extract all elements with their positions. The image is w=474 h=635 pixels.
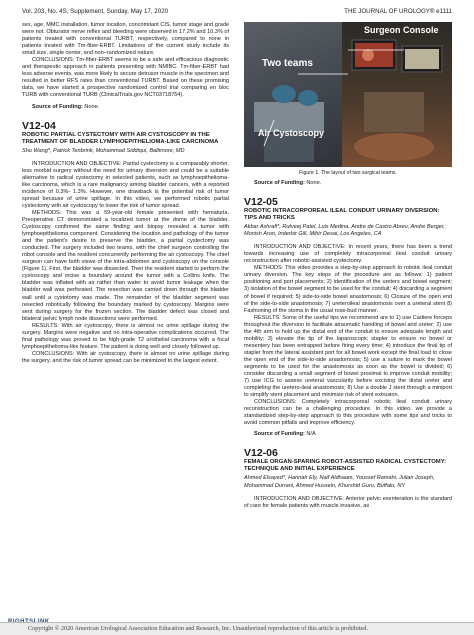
- label-surgeon-console: Surgeon Console: [364, 25, 439, 35]
- label-air-cystoscopy: Air Cystoscopy: [258, 128, 325, 138]
- abstract-paragraph: INTRODUCTION AND OBJECTIVE: Anterior pelvic exenteration is the standard of care for female patients with muscle invasive, as: [244, 495, 452, 509]
- journal-issue-info: Vol. 203, No. 4S, Supplement, Sunday, May 17, 2020: [22, 8, 169, 15]
- figure-illustration: [244, 22, 452, 167]
- abstract-paragraph: METHODS: This video provides a step-by-step approach to robotic ileal conduit urinary diversion. The key steps of the procedure are as follows: 1) patient positioning and port placements; 2) identification of the ureters and bowel segment; 3) isolation of the bowel segment to be used for the conduit; 4) discarding a segment of bowel if required; 5) side-to-side bowel anastomosis; 6) Closure of the open end of the side-to-side anastomosis; 7) ureteroileal anastomosis over a ureteral stent 8) Fashioning of the stoma in the usual rose-bud manner.: [244, 265, 452, 314]
- funding-label: Source of Funding:: [32, 103, 83, 110]
- abstract-paragraph: INTRODUCTION AND OBJECTIVE: Partial cystectomy is a comparably shorter, less morbid surgery without the need for urinary diversion and could be a suitable alternative to radical cystectomy in selected patients, such as lymphoepithelioma-like carcinoma, which is a rare malignancy among bladder cancers, with a reported incidence of 0.3%- 1.3%. However, one drawback is the potential risk of tumor spread because of urine spillage. In this video, we performed robotic partial cystectomy with air cystoscopy to lower the risk of tumor spread.: [22, 160, 229, 209]
- abstract-title: ROBOTIC INTRACORPOREAL ILEAL CONDUIT URINARY DIVERSION: TIPS AND TRICKS: [244, 208, 440, 222]
- funding-value: None.: [306, 180, 322, 187]
- abstract-paragraph: CONCLUSIONS: With air cystoscopy, there is almost no urine spillage during the surgery, and the risk of tumor spread can be minimized to the largest extent.: [22, 350, 229, 364]
- abstract-paragraph: RESULTS: With air cystoscopy, there is almost no urine spillage during the surgery. Margins were negative and no intra-operative complications occurred. The final pathology was proved to be high-grade T2 urothelial carcinoma with a focal lymphoepithelioma-like feature. The patient is doing well and closely followed up.: [22, 322, 229, 350]
- abstract-id: V12-05: [244, 196, 278, 209]
- conclusions-paragraph: CONCLUSIONS: Tm-fiber-ERBT seems to be a safe and efficacious diagnostic and therapeutic approach in patients presenting with NMIBC. Tm-fiber-ERBT had less adverse events, was more likely to secure detrusor muscle in the specimen and resulted in better RFS rates than conventional TURBT. Based on these promising data, we have started a prospective randomized control trial comparing en bloc TURB with conventional TURB (ClinicalTrials.gov NCT03718754).: [22, 57, 229, 99]
- right-column: [244, 22, 452, 510]
- copyright-notice: Copyright © 2020 American Urological Association Education and Research, Inc. Unauthorized reproduction of this article is prohibited.: [28, 625, 368, 632]
- abstract-id: V12-04: [22, 119, 56, 132]
- left-column: [22, 22, 229, 365]
- abstract-authors: Shu Wang*, Patrick Tenbrink, Mohammad Siddiqui, Baltimore, MD: [22, 147, 185, 154]
- running-header: [22, 8, 452, 20]
- funding-value: N/A: [306, 431, 316, 438]
- figure-caption: Figure 1. The layout of two surgical teams.: [299, 170, 397, 176]
- funding-line: [244, 180, 452, 187]
- abstract-paragraph: METHODS: This was a 59-year-old female presented with hematuria. Preoperative CT demonstrated a localized tumor at the dome of the bladder. Cystoscopy confirmed the same finding and biopsy revealed a tumor with lymphoepithelioma component. Considering the location and pathology of the tumor and the patient's desire to preserve the bladder, a partial cystectomy was conducted. The surgery included two teams, with the chief surgeon controlling the robot console and the resident concurrently performing the air cystoscopy. The chief surgeon can have both views of the intra-abdomen and cystoscopy on the console (Figure 1). First, the bladder was dissected. Then the resident started to perform the cystoscopy and incise a boundary around the tumor with a Collins knife. The bladder was inflated with air rather than water to avoid tumor leakage when the bladder wall was perforated. The resection was carried down through the bladder wall until a cystotomy was made. The remainder of the bladder segment was resected robotically following the boundary marked by cystoscopy. Margins were sent during surgery for the frozen section. The bladder defect was closed and bilateral pelvic lymph node dissections were performed.: [22, 209, 229, 322]
- funding-label: Source of Funding:: [254, 180, 305, 187]
- funding-value: None.: [84, 103, 100, 110]
- continued-paragraph: sex, age, MMC installation, tumor location, concomitant CIS, tumor stage and grade were not. Obturator nerve reflex and bleeding were observed in 17.2% and 10.3% of patients treated with conventional TURBT, respectively, compared to none in patients treated with Tm-fiber-ERBT. Limitations of the current study include its small size, single center, and non–randomized nature.: [22, 22, 229, 57]
- abstract-paragraph: RESULTS: Some of the useful tips we recommend are to 1) use Cadiere forceps throughout the diversion to facilitate atraumatic handling of bowel and ureter; 2) use the 4th arm to hold up the distal end of the conduit to ensure adequate length and mobility; 3) elevate the tip of the laparoscopic stapler to ensure no bowel or mesentery has been entrapped before firing every time; 4) introduce the final tip of stapler from the lateral assistant port for all bowel work except the final load to close the open end of the side-to-side anastomosis; 5) use a suture to mark the bowel segments to be used for the anastomosis as soon as the bowel is divided; 6) consider discarding a small segment of bowel proximal to improve conduit mobility; 7) use ICG to assess ureteral vascularity before excising the distal ureter and completing the uretero-ileal anastomosis; 8) Use a double J stent through a miniport to simplify stent placement and minimize risk of stent extrusion.: [244, 314, 452, 399]
- funding-line: [22, 104, 229, 111]
- abstract-title: FEMALE ORGAN-SPARING ROBOT-ASSISTED RADICAL CYSTECTOMY: TECHNIQUE AND INITIAL EXPERIENCE: [244, 459, 447, 473]
- figure-surgical-teams-photo: [244, 22, 452, 167]
- abstract-id: V12-06: [244, 447, 278, 460]
- abstract-title: ROBOTIC PARTIAL CYSTECTOMY WITH AIR CYSTOSCOPY IN THE TREATMENT OF BLADDER LYMPHOEPITHELIOMA-LIKE CARCINOMA: [22, 131, 219, 145]
- journal-name-page: THE JOURNAL OF UROLOGY® e1111: [344, 8, 452, 15]
- abstract-authors: Akbar Ashrafi*, Rutveej Patel, Luis Medina, Andre de Castro Abreu, Andre Berger, Monish Aron, Inderbir Gill, Mihir Desai, Los Angeles, CA: [244, 224, 445, 238]
- copyright-footer: [0, 622, 474, 635]
- funding-line: [244, 431, 452, 438]
- abstract-authors: Ahmed Elsayed*, Hannah Ely, Naif Aldhaam, Youssef Ramahi, Julian Joseph, Mohammad Durrani, Ahmed Hussein, Khurshid Guru, Buffalo, NY: [244, 475, 435, 489]
- abstract-paragraph: INTRODUCTION AND OBJECTIVE: In recent years, there has been a trend towards increasing use of completely intracorporeal ileal conduit urinary reconstruction after robotic-assisted cystectomy.: [244, 244, 452, 265]
- label-two-teams: Two teams: [262, 58, 313, 69]
- abstract-paragraph: CONCLUSIONS: Completely intracorporeal robotic ileal conduit urinary reconstruction can be a challenging procedure. In this video, we provide a standardized step-by-step approach to this procedure with some tips and tricks to avoid common pitfalls and improve efficiency.: [244, 399, 452, 427]
- funding-label: Source of Funding:: [254, 431, 305, 438]
